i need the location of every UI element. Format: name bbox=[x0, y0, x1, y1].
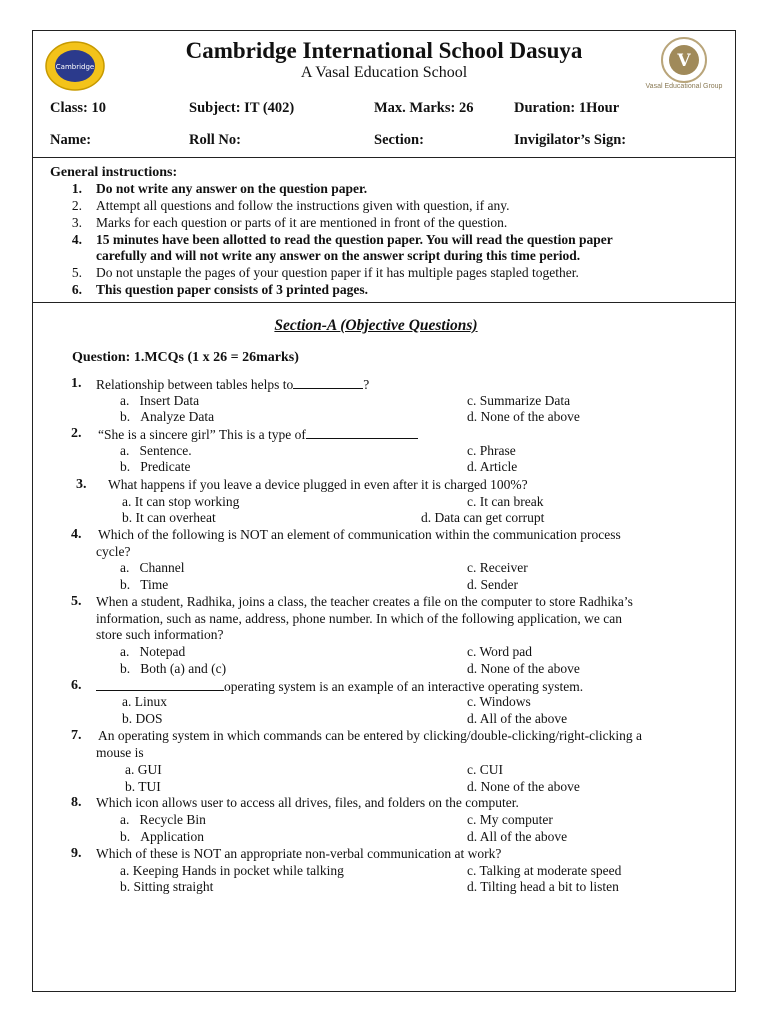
invigilator-label: Invigilator’s Sign: bbox=[514, 132, 627, 148]
option-a: a. Linux bbox=[122, 694, 167, 709]
option-b: b. It can overheat bbox=[122, 510, 216, 525]
instruction-number: 5. bbox=[71, 265, 82, 280]
question-text: Relationship between tables helps to ? bbox=[96, 377, 370, 392]
question-text-cont: store such information? bbox=[96, 627, 224, 642]
header-divider bbox=[32, 157, 736, 158]
question-text: An operating system in which commands can be entered by clicking/double-clicking/right-clicking a bbox=[98, 728, 642, 743]
instruction-text: 15 minutes have been allotted to read the question paper. You will read the question paper bbox=[96, 232, 613, 247]
mcq-heading: Question: 1.MCQs (1 x 26 = 26marks) bbox=[72, 350, 299, 365]
option-b: b. Both (a) and (c) bbox=[120, 661, 227, 676]
option-d: d. Article bbox=[467, 459, 518, 474]
question-text: Which of the following is NOT an element of communication within the communication process bbox=[98, 527, 621, 542]
option-c: c. Receiver bbox=[467, 560, 528, 575]
option-c: c. It can break bbox=[467, 494, 544, 509]
section-label: Section: bbox=[374, 132, 424, 148]
option-b: b. Time bbox=[120, 577, 169, 592]
option-a: a. Keeping Hands in pocket while talking bbox=[120, 863, 344, 878]
question-number: 2. bbox=[71, 426, 82, 441]
option-a: a. GUI bbox=[125, 762, 162, 777]
option-a: a. Recycle Bin bbox=[120, 812, 206, 827]
question-number: 4. bbox=[71, 527, 82, 542]
instruction-text: Do not unstaple the pages of your question paper if it has multiple pages stapled together. bbox=[96, 265, 579, 280]
option-d: d. None of the above bbox=[467, 779, 580, 794]
instruction-number: 2. bbox=[71, 198, 82, 213]
option-a: a. Sentence. bbox=[120, 443, 192, 458]
duration-label: Duration: 1Hour bbox=[514, 100, 620, 116]
option-d: d. None of the above bbox=[467, 409, 580, 424]
vasal-logo-caption: Vasal Educational Group bbox=[645, 83, 723, 90]
option-d: d. Data can get corrupt bbox=[421, 510, 545, 525]
option-c: c. CUI bbox=[467, 762, 503, 777]
answer-blank bbox=[96, 678, 224, 691]
instructions-title: General instructions: bbox=[50, 165, 178, 180]
instruction-text-cont: carefully and will not write any answer on the answer script during this time period. bbox=[96, 248, 581, 263]
instruction-text: Attempt all questions and follow the instructions given with question, if any. bbox=[96, 198, 510, 213]
instruction-number: 1. bbox=[71, 181, 82, 196]
section-title: Section-A (Objective Questions) bbox=[274, 317, 478, 334]
instruction-text: This question paper consists of 3 printed pages. bbox=[96, 282, 369, 297]
option-b: b. Predicate bbox=[120, 459, 191, 474]
option-c: c. My computer bbox=[467, 812, 553, 827]
instructions-divider bbox=[32, 302, 736, 303]
option-d: d. All of the above bbox=[467, 829, 568, 844]
instruction-text: Do not write any answer on the question paper. bbox=[96, 181, 368, 196]
subject-label: Subject: IT (402) bbox=[189, 100, 295, 116]
option-b: b. Analyze Data bbox=[120, 409, 215, 424]
vasal-logo-letter: V bbox=[677, 51, 691, 71]
instruction-number: 3. bbox=[71, 215, 82, 230]
question-number: 7. bbox=[71, 728, 82, 743]
question-text: “She is a sincere girl” This is a type of bbox=[98, 426, 418, 443]
option-c: c. Summarize Data bbox=[467, 393, 571, 408]
question-text: Which of these is NOT an appropriate non-verbal communication at work? bbox=[96, 846, 502, 861]
option-c: c. Word pad bbox=[467, 644, 533, 659]
question-number: 8. bbox=[71, 795, 82, 810]
question-text: When a student, Radhika, joins a class, the teacher creates a file on the computer to store Radhika’s bbox=[96, 594, 633, 609]
question-text: Which icon allows user to access all drives, files, and folders on the computer. bbox=[96, 795, 519, 810]
roll-label: Roll No: bbox=[189, 132, 241, 148]
answer-blank bbox=[306, 426, 418, 439]
option-a: a. Channel bbox=[120, 560, 185, 575]
option-a: a. Insert Data bbox=[120, 393, 200, 408]
instruction-number: 6. bbox=[71, 282, 82, 297]
instruction-text: Marks for each question or parts of it are mentioned in front of the question. bbox=[96, 215, 508, 230]
max-marks-label: Max. Marks: 26 bbox=[374, 100, 474, 116]
question-text-cont: information, such as name, address, phone number. In which of the following application, we can bbox=[96, 611, 622, 626]
instruction-number: 4. bbox=[71, 232, 82, 247]
question-text: operating system is an example of an interactive operating system. bbox=[96, 678, 583, 695]
answer-blank bbox=[293, 376, 363, 389]
option-b: b. TUI bbox=[125, 779, 161, 794]
class-label: Class: 10 bbox=[50, 100, 106, 116]
question-number: 9. bbox=[71, 846, 82, 861]
option-d: d. All of the above bbox=[467, 711, 568, 726]
option-d: d. Tilting head a bit to listen bbox=[467, 879, 619, 894]
school-name: Cambridge International School Dasuya bbox=[185, 38, 583, 63]
question-text: What happens if you leave a device plugged in even after it is charged 100%? bbox=[108, 477, 528, 492]
option-b: b. DOS bbox=[122, 711, 163, 726]
option-a: a. It can stop working bbox=[122, 494, 240, 509]
school-subtitle: A Vasal Education School bbox=[300, 64, 468, 81]
question-number: 3. bbox=[76, 477, 87, 492]
option-c: c. Talking at moderate speed bbox=[467, 863, 622, 878]
question-text-cont: mouse is bbox=[96, 745, 144, 760]
cambridge-logo-text: Cambridge bbox=[55, 63, 95, 71]
question-number: 6. bbox=[71, 678, 82, 693]
option-a: a. Notepad bbox=[120, 644, 186, 659]
question-text-cont: cycle? bbox=[96, 544, 131, 559]
question-number: 1. bbox=[71, 376, 82, 391]
option-d: d. None of the above bbox=[467, 661, 580, 676]
question-number: 5. bbox=[71, 594, 82, 609]
option-d: d. Sender bbox=[467, 577, 518, 592]
option-b: b. Sitting straight bbox=[120, 879, 214, 894]
name-label: Name: bbox=[50, 132, 92, 148]
option-c: c. Windows bbox=[467, 694, 531, 709]
option-c: c. Phrase bbox=[467, 443, 516, 458]
option-b: b. Application bbox=[120, 829, 204, 844]
